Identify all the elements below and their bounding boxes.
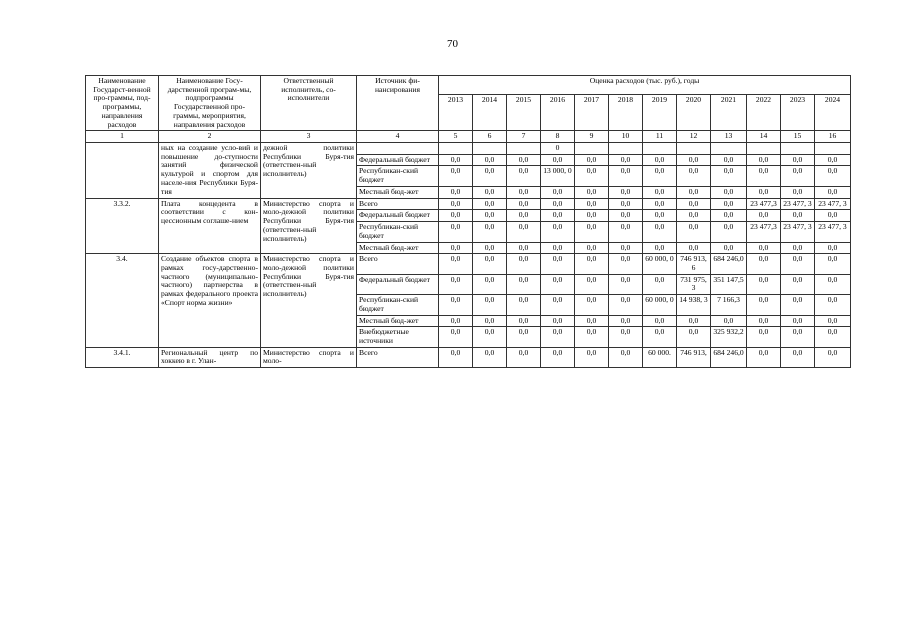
- amount-cell: 731 975, 3: [677, 274, 711, 294]
- header-year: 2013: [439, 95, 473, 131]
- amount-cell: 0,0: [541, 222, 575, 242]
- header-executor: Ответственный исполнитель, со-исполнители: [261, 76, 357, 131]
- amount-cell: 0,0: [439, 166, 473, 186]
- amount-cell: 0,0: [609, 186, 643, 198]
- amount-cell: 0,0: [677, 186, 711, 198]
- header-year: 2018: [609, 95, 643, 131]
- amount-cell: 0,0: [677, 327, 711, 347]
- funding-source: Республикан-ский бюджет: [357, 166, 439, 186]
- amount-cell: 0,0: [747, 166, 781, 186]
- amount-cell: 0,0: [815, 254, 851, 274]
- amount-cell: 0,0: [781, 254, 815, 274]
- amount-cell: 0,0: [711, 315, 747, 327]
- amount-cell: 0,0: [781, 154, 815, 166]
- page-number: 70: [447, 38, 458, 50]
- amount-cell: 0,0: [575, 210, 609, 222]
- amount-cell: 0,0: [507, 254, 541, 274]
- row-code: 3.3.2.: [86, 198, 159, 254]
- amount-cell: 0,0: [541, 295, 575, 315]
- amount-cell: 0,0: [781, 315, 815, 327]
- header-year: 2016: [541, 95, 575, 131]
- amount-cell: 0,0: [747, 315, 781, 327]
- column-number: 10: [609, 131, 643, 143]
- funding-source: Всего: [357, 198, 439, 210]
- amount-cell: 7 166,3: [711, 295, 747, 315]
- header-funding-source: Источник фи-нансирования: [357, 76, 439, 131]
- amount-cell: 0,0: [609, 274, 643, 294]
- amount-cell: 0,0: [781, 166, 815, 186]
- amount-cell: 0,0: [473, 347, 507, 367]
- row-code: 3.4.1.: [86, 347, 159, 367]
- amount-cell: 14 938, 3: [677, 295, 711, 315]
- header-year: 2023: [781, 95, 815, 131]
- amount-cell: 0,0: [815, 154, 851, 166]
- amount-cell: 0,0: [439, 315, 473, 327]
- amount-cell: 0,0: [541, 327, 575, 347]
- amount-cell: 0,0: [609, 222, 643, 242]
- amount-cell: 0,0: [711, 222, 747, 242]
- amount-cell: 0,0: [815, 295, 851, 315]
- amount-cell: 13 000, 0: [541, 166, 575, 186]
- amount-cell: 0,0: [575, 198, 609, 210]
- amount-cell: 0,0: [507, 186, 541, 198]
- amount-cell: 0,0: [711, 242, 747, 254]
- amount-cell: 0,0: [473, 198, 507, 210]
- amount-cell: 0,0: [507, 210, 541, 222]
- amount-cell: 746 913,: [677, 347, 711, 367]
- amount-cell: 0,0: [677, 242, 711, 254]
- amount-cell: 0,0: [747, 274, 781, 294]
- row-executor: дежной политики Республики Буря-тия (ответствен-ный исполнитель): [261, 143, 357, 199]
- funding-source: [357, 143, 439, 155]
- column-numbers-row: [86, 131, 851, 143]
- amount-cell: [747, 143, 781, 155]
- amount-cell: 0,0: [781, 186, 815, 198]
- column-number: 12: [677, 131, 711, 143]
- amount-cell: 0,0: [541, 242, 575, 254]
- amount-cell: 0,0: [711, 210, 747, 222]
- amount-cell: 0,0: [473, 274, 507, 294]
- header-row: [86, 76, 851, 95]
- header-year: 2024: [815, 95, 851, 131]
- amount-cell: 684 246,0: [711, 347, 747, 367]
- amount-cell: 0,0: [711, 198, 747, 210]
- amount-cell: [781, 143, 815, 155]
- funding-source: Федеральный бюджет: [357, 210, 439, 222]
- header-program-name: Наименование Госу-дарственной програм-мы, подпрограммы Государственной про-граммы, мероприятия, направления расходов: [159, 76, 261, 131]
- column-number: 2: [159, 131, 261, 143]
- amount-cell: 0,0: [781, 347, 815, 367]
- amount-cell: 0,0: [643, 242, 677, 254]
- amount-cell: 0,0: [747, 242, 781, 254]
- amount-cell: 60 000, 0: [643, 254, 677, 274]
- amount-cell: 0,0: [541, 347, 575, 367]
- amount-cell: 0,0: [541, 198, 575, 210]
- amount-cell: 0,0: [609, 166, 643, 186]
- amount-cell: 0,0: [439, 154, 473, 166]
- amount-cell: [473, 143, 507, 155]
- column-number: 4: [357, 131, 439, 143]
- funding-source: Местный бюд-жет: [357, 315, 439, 327]
- row-code: 3.4.: [86, 254, 159, 347]
- amount-cell: 0,0: [507, 166, 541, 186]
- amount-cell: 23 477, 3: [815, 198, 851, 210]
- amount-cell: 0,0: [575, 254, 609, 274]
- amount-cell: 351 147,5: [711, 274, 747, 294]
- amount-cell: 0,0: [507, 295, 541, 315]
- amount-cell: 23 477,3: [747, 198, 781, 210]
- amount-cell: 0,0: [815, 210, 851, 222]
- amount-cell: 0,0: [643, 154, 677, 166]
- amount-cell: 0,0: [575, 166, 609, 186]
- amount-cell: 0,0: [575, 154, 609, 166]
- amount-cell: 0,0: [781, 210, 815, 222]
- amount-cell: [815, 143, 851, 155]
- amount-cell: 0,0: [609, 154, 643, 166]
- column-number: 9: [575, 131, 609, 143]
- amount-cell: 0,0: [781, 274, 815, 294]
- amount-cell: 0,0: [575, 274, 609, 294]
- row-name: ных на создание усло-вий и повышение до-ступности занятий физической культурой и спортом для населе-ния Республики Буря-тия: [159, 143, 261, 199]
- amount-cell: 0,0: [575, 186, 609, 198]
- amount-cell: 0,0: [473, 210, 507, 222]
- amount-cell: [711, 143, 747, 155]
- amount-cell: 0,0: [815, 327, 851, 347]
- column-number: 11: [643, 131, 677, 143]
- amount-cell: 0,0: [575, 222, 609, 242]
- amount-cell: 0,0: [473, 254, 507, 274]
- column-number: 16: [815, 131, 851, 143]
- amount-cell: 0,0: [609, 210, 643, 222]
- funding-source: Федеральный бюджет: [357, 154, 439, 166]
- funding-source: Местный бюд-жет: [357, 242, 439, 254]
- amount-cell: 0,0: [815, 315, 851, 327]
- amount-cell: 0,0: [747, 210, 781, 222]
- amount-cell: 0,0: [815, 274, 851, 294]
- amount-cell: 0,0: [643, 210, 677, 222]
- amount-cell: 0,0: [677, 222, 711, 242]
- amount-cell: 0,0: [575, 315, 609, 327]
- amount-cell: 0,0: [439, 242, 473, 254]
- amount-cell: 0,0: [541, 315, 575, 327]
- amount-cell: 0,0: [473, 154, 507, 166]
- header-year: 2014: [473, 95, 507, 131]
- column-number: 14: [747, 131, 781, 143]
- funding-source: Республикан-ский бюджет: [357, 222, 439, 242]
- amount-cell: 0,0: [643, 198, 677, 210]
- amount-cell: 0,0: [541, 186, 575, 198]
- amount-cell: 0,0: [815, 347, 851, 367]
- funding-source: Всего: [357, 254, 439, 274]
- amount-cell: 0,0: [473, 295, 507, 315]
- amount-cell: 0,0: [781, 242, 815, 254]
- amount-cell: 0,0: [507, 274, 541, 294]
- column-number: 6: [473, 131, 507, 143]
- amount-cell: 0,0: [643, 166, 677, 186]
- header-year: 2022: [747, 95, 781, 131]
- column-number: 15: [781, 131, 815, 143]
- table-row: [86, 198, 851, 210]
- amount-cell: 0,0: [541, 274, 575, 294]
- amount-cell: 0,0: [643, 186, 677, 198]
- amount-cell: 0,0: [575, 347, 609, 367]
- amount-cell: 0,0: [609, 242, 643, 254]
- amount-cell: 0,0: [439, 210, 473, 222]
- amount-cell: 0,0: [473, 166, 507, 186]
- amount-cell: 0,0: [507, 222, 541, 242]
- column-number: 5: [439, 131, 473, 143]
- amount-cell: 325 932,2: [711, 327, 747, 347]
- amount-cell: 0,0: [507, 154, 541, 166]
- amount-cell: 0,0: [677, 315, 711, 327]
- amount-cell: [575, 143, 609, 155]
- amount-cell: 0,0: [575, 327, 609, 347]
- amount-cell: 0,0: [609, 254, 643, 274]
- amount-cell: 0,0: [609, 347, 643, 367]
- amount-cell: 0,0: [541, 210, 575, 222]
- amount-cell: 0,0: [677, 166, 711, 186]
- column-number: 3: [261, 131, 357, 143]
- amount-cell: 0,0: [507, 198, 541, 210]
- amount-cell: 0,0: [815, 166, 851, 186]
- table-row: [86, 143, 851, 155]
- amount-cell: 0,0: [473, 242, 507, 254]
- header-year: 2019: [643, 95, 677, 131]
- header-year: 2017: [575, 95, 609, 131]
- amount-cell: 0,0: [439, 254, 473, 274]
- funding-source: Внебюджетные источники: [357, 327, 439, 347]
- amount-cell: 0,0: [747, 327, 781, 347]
- column-number: 8: [541, 131, 575, 143]
- amount-cell: 23 477, 3: [815, 222, 851, 242]
- amount-cell: 0,0: [541, 154, 575, 166]
- amount-cell: 0,0: [541, 254, 575, 274]
- table-row: [86, 347, 851, 367]
- header-year: 2020: [677, 95, 711, 131]
- amount-cell: 0,0: [439, 295, 473, 315]
- amount-cell: 0,0: [781, 295, 815, 315]
- amount-cell: 0,0: [439, 274, 473, 294]
- amount-cell: 0,0: [677, 154, 711, 166]
- row-executor: Министерство спорта и моло-: [261, 347, 357, 367]
- amount-cell: 0,0: [677, 198, 711, 210]
- amount-cell: 0,0: [643, 274, 677, 294]
- header-expenditure-group: Оценка расходов (тыс. руб.), годы: [439, 76, 851, 95]
- amount-cell: 0,0: [677, 210, 711, 222]
- amount-cell: 0,0: [781, 327, 815, 347]
- amount-cell: 60 000.: [643, 347, 677, 367]
- amount-cell: 0,0: [643, 315, 677, 327]
- amount-cell: 0,0: [439, 347, 473, 367]
- header-program: Наименование Государст-венной про-граммы, под-программы, направления расходов: [86, 76, 159, 131]
- amount-cell: 0,0: [747, 254, 781, 274]
- table-body: [86, 143, 851, 368]
- amount-cell: 0,0: [575, 295, 609, 315]
- amount-cell: 0,0: [507, 347, 541, 367]
- amount-cell: 0,0: [711, 166, 747, 186]
- amount-cell: 0,0: [747, 295, 781, 315]
- amount-cell: 0,0: [747, 186, 781, 198]
- amount-cell: 0,0: [473, 315, 507, 327]
- amount-cell: 0,0: [507, 315, 541, 327]
- row-code: [86, 143, 159, 199]
- amount-cell: 60 000, 0: [643, 295, 677, 315]
- row-executor: Министерство спорта и моло-дежной политики Республики Буря-тия (ответствен-ный исполнитель): [261, 254, 357, 347]
- amount-cell: 0,0: [609, 295, 643, 315]
- column-number: 13: [711, 131, 747, 143]
- amount-cell: 23 477, 3: [781, 198, 815, 210]
- row-name: Плата концедента в соответствии с кон-цессионным соглаше-нием: [159, 198, 261, 254]
- amount-cell: 0,0: [711, 154, 747, 166]
- amount-cell: 0,0: [643, 222, 677, 242]
- funding-source: Всего: [357, 347, 439, 367]
- amount-cell: [643, 143, 677, 155]
- amount-cell: 0,0: [609, 327, 643, 347]
- amount-cell: 23 477, 3: [781, 222, 815, 242]
- amount-cell: [609, 143, 643, 155]
- column-number: 7: [507, 131, 541, 143]
- amount-cell: 0,0: [473, 327, 507, 347]
- table-row: [86, 254, 851, 274]
- row-name: Создание объектов спорта в рамках госу-дарственно- частного (муниципально-частного) партнерства в рамках федерального проекта «Спорт норма жизни»: [159, 254, 261, 347]
- amount-cell: 0,0: [507, 242, 541, 254]
- header-year: 2015: [507, 95, 541, 131]
- amount-cell: 746 913, 6: [677, 254, 711, 274]
- amount-cell: 0,0: [439, 186, 473, 198]
- amount-cell: 0,0: [575, 242, 609, 254]
- amount-cell: 0,0: [643, 327, 677, 347]
- row-name: Региональный центр по хоккею в г. Улан-: [159, 347, 261, 367]
- amount-cell: 0,0: [609, 315, 643, 327]
- amount-cell: 0,0: [473, 222, 507, 242]
- amount-cell: 0,0: [507, 327, 541, 347]
- funding-source: Местный бюд-жет: [357, 186, 439, 198]
- column-number: 1: [86, 131, 159, 143]
- amount-cell: 0: [541, 143, 575, 155]
- amount-cell: 0,0: [473, 186, 507, 198]
- amount-cell: 0,0: [747, 154, 781, 166]
- funding-source: Федеральный бюджет: [357, 274, 439, 294]
- row-executor: Министерство спорта и моло-дежной политики Республики Буря-тия (ответствен-ный исполнитель): [261, 198, 357, 254]
- amount-cell: 0,0: [439, 327, 473, 347]
- amount-cell: [677, 143, 711, 155]
- amount-cell: 0,0: [711, 186, 747, 198]
- expenditure-table: [85, 75, 851, 368]
- amount-cell: [507, 143, 541, 155]
- amount-cell: 23 477,3: [747, 222, 781, 242]
- header-year: 2021: [711, 95, 747, 131]
- funding-source: Республикан-ский бюджет: [357, 295, 439, 315]
- amount-cell: 0,0: [439, 222, 473, 242]
- amount-cell: 0,0: [815, 186, 851, 198]
- amount-cell: 0,0: [747, 347, 781, 367]
- amount-cell: 684 246,0: [711, 254, 747, 274]
- amount-cell: 0,0: [609, 198, 643, 210]
- amount-cell: 0,0: [439, 198, 473, 210]
- amount-cell: 0,0: [815, 242, 851, 254]
- amount-cell: [439, 143, 473, 155]
